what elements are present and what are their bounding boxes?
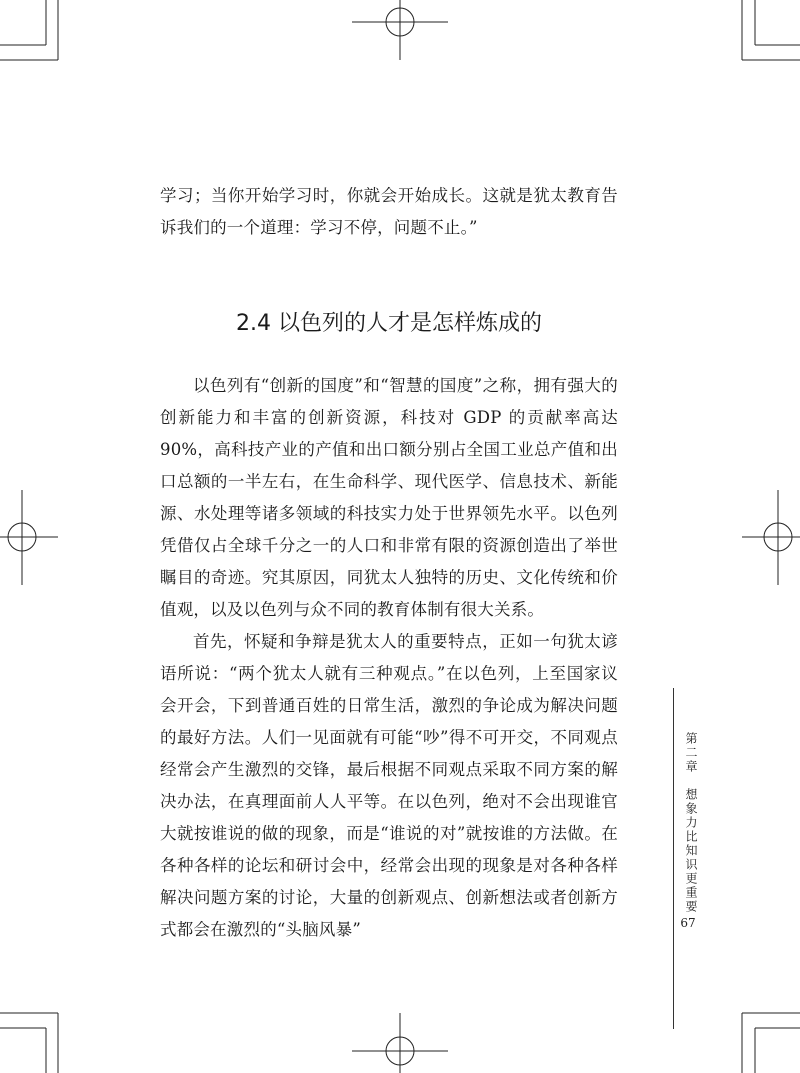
chapter-label: 第二章: [684, 732, 698, 774]
body-paragraph-1: 以色列有“创新的国度”和“智慧的国度”之称，拥有强大的创新能力和丰富的创新资源，科技对 GDP 的贡献率高达 90%，高科技产业的产值和出口额分别占全国工业总产值和出口总额的一半左右，在生命科学、现代医学、信息技术、新能源、水处理等诸多领域的科技实力处于世界领先水平。以色列凭借仅占全球千分之一的人口和非常有限的资源创造出了举世瞩目的奇迹。究其原因，同犹太人独特的历史、文化传统和价值观，以及以色列与众不同的教育体制有很大关系。: [160, 376, 618, 619]
intro-paragraph: 学习；当你开始学习时，你就会开始成长。这就是犹太教育告诉我们的一个道理：学习不停，问题不止。”: [160, 186, 618, 237]
sidebar-rule: [673, 688, 674, 1029]
chapter-running-head: [682, 732, 700, 914]
chapter-title: 想象力比知识更重要: [684, 787, 698, 914]
section-title: 2.4 以色列的人才是怎样炼成的: [236, 311, 542, 336]
body-paragraph-2: 首先，怀疑和争辩是犹太人的重要特点，正如一句犹太谚语所说：“两个犹太人就有三种观点。”在以色列，上至国家议会开会，下到普通百姓的日常生活，激烈的争论成为解决问题的最好方法。人们一见面就有可能“吵”得不可开交，不同观点经常会产生激烈的交锋，最后根据不同观点采取不同方案的解决办法，在真理面前人人平等。在以色列，绝对不会出现谁官大就按谁说的做的现象，而是“谁说的对”就按谁的方法做。在各种各样的论坛和研讨会中，经常会出现的现象是对各种各样解决问题方案的讨论，大量的创新观点、创新想法或者创新方式都会在激烈的“头脑风暴”: [160, 632, 618, 939]
page-number: 67: [680, 916, 696, 930]
